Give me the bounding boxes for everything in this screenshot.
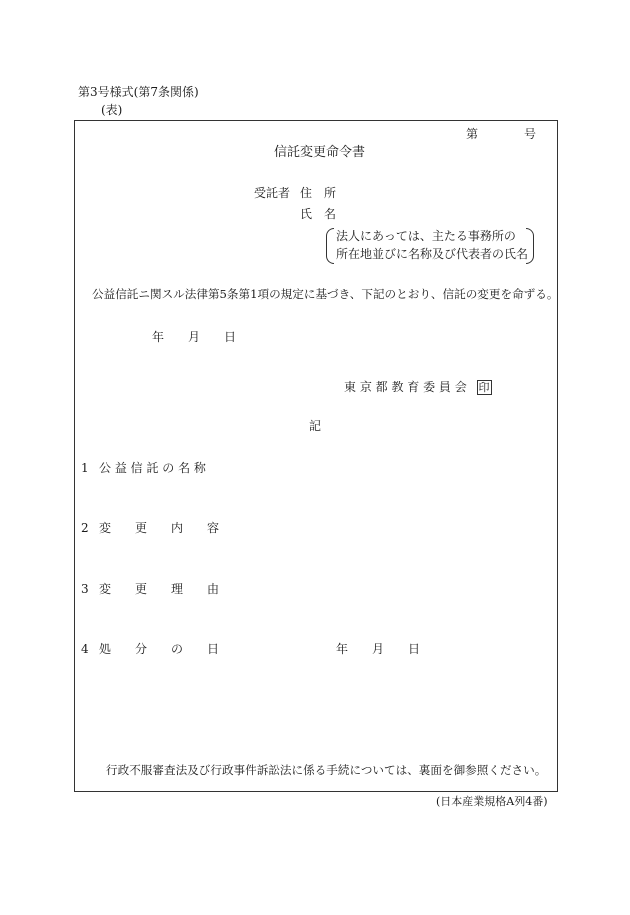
issuer-text: 東 京 都 教 育 委 員 会 [344, 380, 467, 394]
item-label: 変 更 内 容 [99, 521, 220, 535]
address-label: 住 所 [300, 186, 337, 200]
corporation-note-line1: 法人にあっては、主たる事務所の [336, 229, 516, 243]
paper-size-note: (日本産業規格A列4番) [436, 795, 548, 808]
trustee-label: 受託者 [254, 186, 291, 200]
item-number: 3 [81, 582, 89, 596]
seal-mark: 印 [478, 381, 490, 394]
issue-date: 年 月 日 [152, 330, 237, 344]
left-bracket [326, 228, 334, 264]
doc-number-suffix: 号 [524, 127, 537, 141]
document-title: 信託変更命令書 [274, 145, 366, 160]
item-label: 変 更 理 由 [99, 582, 220, 596]
corporation-note [326, 228, 534, 264]
corporation-note-line2: 所在地並びに名称及び代表者の氏名 [336, 247, 529, 261]
issuer-name [344, 380, 492, 395]
disposition-date: 年 月 日 [336, 642, 421, 656]
item-label: 処 分 の 日 [99, 642, 220, 656]
doc-number-prefix: 第 [466, 127, 479, 141]
main-statement: 公益信託ニ関スル法律第5条第1項の規定に基づき、下記のとおり、信託の変更を命ずる。 [92, 287, 559, 301]
ki-heading: 記 [309, 419, 322, 433]
item-label: 公 益 信 託 の 名 称 [99, 461, 206, 475]
item-number: 2 [81, 521, 89, 535]
item-number: 1 [81, 461, 89, 475]
appeal-procedure-note: 行政不服審査法及び行政事件訴訟法に係る手続については、裏面を御参照ください。 [106, 763, 547, 777]
front-side-label: (表) [101, 103, 123, 117]
item-number: 4 [81, 642, 89, 656]
name-label: 氏 名 [300, 207, 337, 221]
form-number-label: 第3号様式(第7条関係) [78, 85, 199, 99]
